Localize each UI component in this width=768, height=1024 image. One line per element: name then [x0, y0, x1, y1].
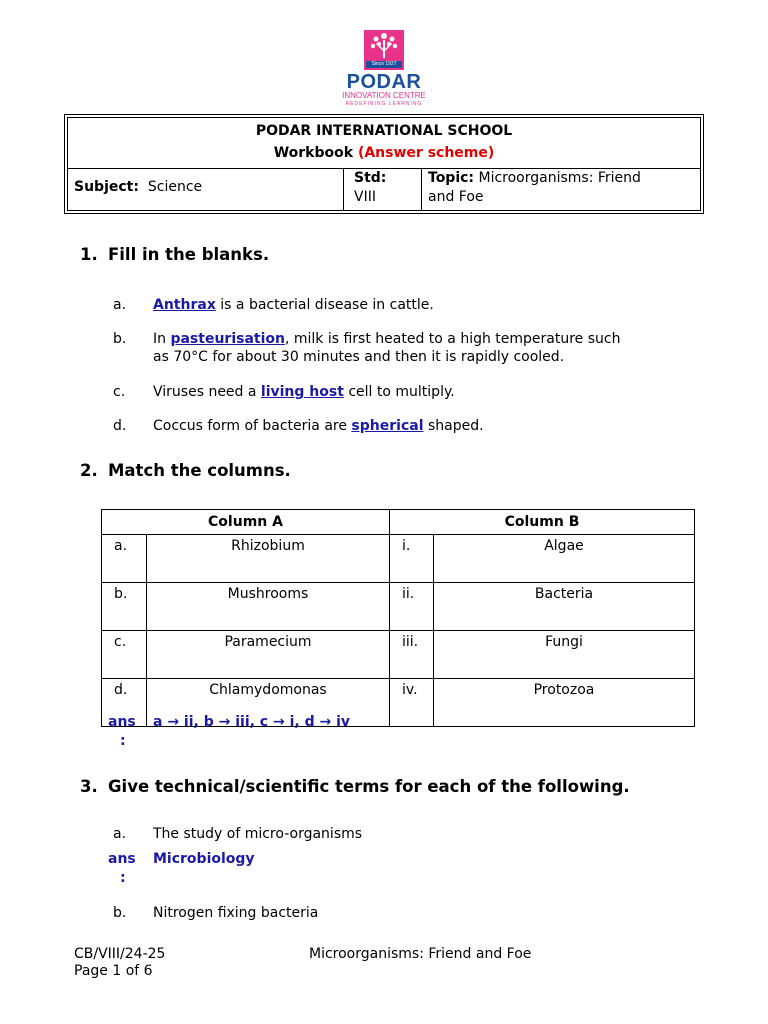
footer-title: Microorganisms: Friend and Foe	[309, 946, 532, 962]
workbook-title: Workbook (Answer scheme)	[273, 145, 495, 161]
q2-answer: a → ii, b → iii, c → i, d → iv	[153, 714, 350, 730]
q1-title: Fill in the blanks.	[108, 245, 270, 264]
school-logo	[336, 30, 432, 110]
q2-number: 2.	[80, 461, 98, 480]
footer-code: CB/VIII/24-25	[74, 946, 166, 962]
match-table	[101, 509, 695, 727]
q1-item-d: Coccus form of bacteria are spherical shaped.	[153, 418, 484, 434]
column-b-header: Column B	[390, 510, 695, 535]
header-table	[64, 114, 704, 214]
q1-item-a: Anthrax is a bacterial disease in cattle.	[153, 297, 434, 313]
logo-sub: INNOVATION CENTRE	[342, 91, 426, 100]
table-row: d. Chlamydomonas iv. Protozoa	[102, 679, 695, 727]
table-row: b. Mushrooms ii. Bacteria	[102, 583, 695, 631]
q3-number: 3.	[80, 777, 98, 796]
column-a-header: Column A	[102, 510, 390, 535]
q2-ans-label: ans	[108, 714, 136, 730]
q3-item-b: Nitrogen fixing bacteria	[153, 905, 319, 921]
table-row: a. Rhizobium i. Algae	[102, 535, 695, 583]
q3-item-a: The study of micro-organisms	[153, 826, 363, 842]
answer-scheme-label: (Answer scheme)	[357, 145, 495, 161]
subject-value: Science	[147, 179, 203, 195]
q1-item-c: Viruses need a living host cell to multiply.	[153, 384, 455, 400]
q1-item-b-line2: as 70°C for about 30 minutes and then it is rapidly cooled.	[153, 349, 565, 365]
q1-number: 1.	[80, 245, 98, 264]
subject-cell: Subject: Science	[68, 168, 344, 210]
footer-page: Page 1 of 6	[74, 963, 153, 979]
logo-since: Since 1927	[366, 61, 402, 68]
std-value: VIII	[354, 189, 376, 205]
school-name: PODAR INTERNATIONAL SCHOOL	[255, 123, 513, 139]
q1-item-b: In pasteurisation, milk is first heated to a high temperature such	[153, 331, 621, 347]
logo-name: PODAR	[346, 71, 422, 93]
std-cell: Std: VIII	[344, 168, 422, 210]
q3-answer-a: Microbiology	[153, 851, 255, 867]
q3-title: Give technical/scientific terms for each of the following.	[108, 777, 630, 796]
table-row: c. Paramecium iii. Fungi	[102, 631, 695, 679]
q2-title: Match the columns.	[108, 461, 291, 480]
logo-tagline: REDEFINING LEARNING	[345, 101, 423, 107]
topic-cell: Topic: Microorganisms: Friend and Foe	[428, 170, 641, 205]
